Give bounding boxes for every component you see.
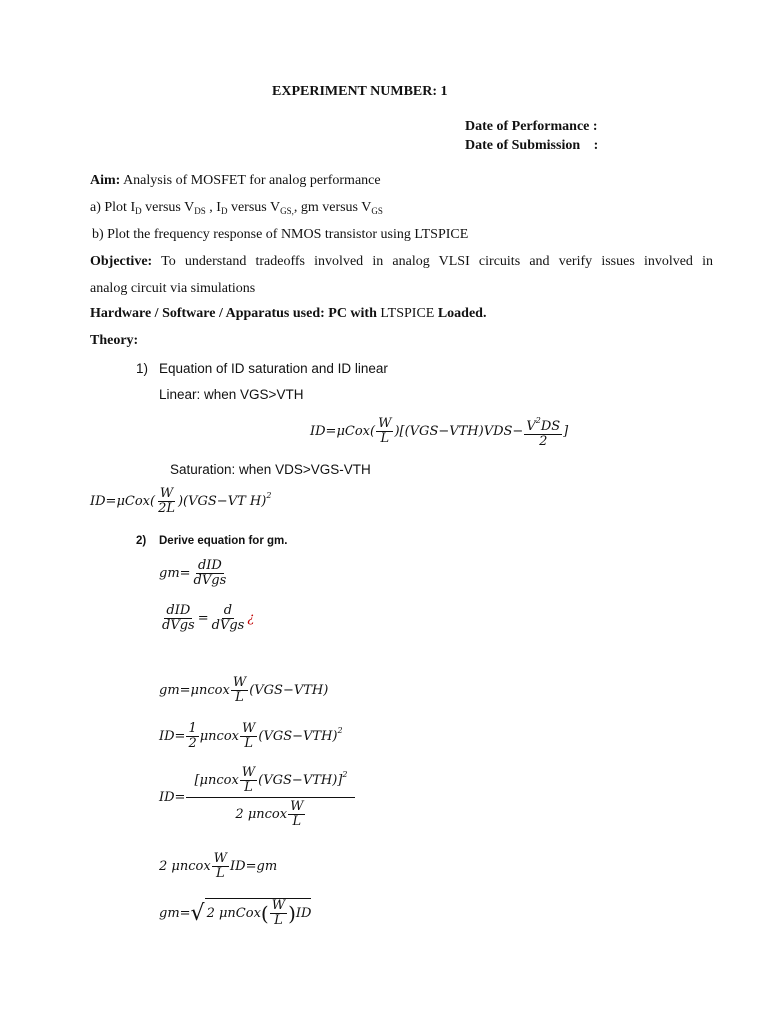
aim-a-sub-ds: DS [194, 206, 206, 216]
sat-lhs: ID=μCox( [90, 494, 156, 509]
id1-half-d: 2 [188, 736, 197, 751]
gm1-frac [192, 559, 229, 588]
id2-big-frac [186, 766, 355, 829]
date-of-submission-text: Date of Submission [465, 138, 581, 153]
theory-item-1-number: 1) [136, 361, 149, 376]
date-of-performance-label: Date of Performance : [465, 119, 598, 134]
sat-rest: )(VGS−VT H) [177, 494, 267, 509]
d2-den2: dVgs [211, 618, 245, 633]
id2-denominator [233, 798, 308, 829]
lin-den: 2 [539, 434, 548, 449]
sqrt-content [205, 898, 312, 928]
aim-a-versus2: versus V [230, 200, 281, 215]
lin-sq: 2 [535, 416, 541, 425]
derivative-equation [159, 604, 254, 633]
theory-item-2-text: Derive equation for gm. [159, 535, 288, 547]
gm2-w-over-l [231, 676, 248, 705]
id-equation-1 [159, 722, 343, 751]
gm-definition [159, 559, 229, 588]
gm1-lhs: gm= [159, 566, 191, 581]
hardware-ltspice: LTSPICE [380, 306, 435, 321]
id1-mid: μncox [199, 729, 239, 744]
objective-line-1 [90, 254, 713, 270]
id1-l: L [244, 736, 253, 751]
hardware-loaded: Loaded. [437, 306, 487, 321]
sat-w: W [159, 486, 174, 501]
d2-den1: dVgs [162, 618, 195, 633]
hardware-label: Hardware / Software / Apparatus used: PC with [90, 306, 377, 321]
d2-frac1 [160, 604, 197, 633]
d2-num2: d [223, 603, 233, 618]
aim-part-a [90, 200, 383, 216]
sat-sq: 2 [266, 491, 272, 500]
gm4-w: W [271, 898, 286, 913]
aim-part-b: b) Plot the frequency response of NMOS transistor using LTSPICE [92, 227, 469, 242]
d2-eq: = [197, 611, 209, 626]
gm4-paren-open: ( [260, 901, 269, 926]
gm4-b: ID [295, 906, 312, 921]
lin-ds: DS [540, 419, 561, 434]
gm4-paren-close: ) [288, 901, 296, 926]
objective-text-1: To understand tradeoffs involved in analog VLSI circuits and verify issues involved in [161, 254, 713, 269]
objective-line-2: analog circuit via simulations [90, 281, 256, 296]
lin-w-over-l [376, 417, 393, 446]
linear-equation [310, 414, 568, 449]
id2-num-sq: 2 [342, 770, 348, 779]
lin-l: L [380, 431, 390, 446]
sqrt-sign: √ [190, 901, 205, 926]
lin-mid: )[(VGS−VTH)VDS− [394, 424, 524, 439]
gm3-rest: ID=gm [230, 859, 278, 874]
aim-a-prefix: a) Plot I [90, 200, 136, 215]
gm4-a: 2 μnCox [206, 906, 261, 921]
gm3-l: L [216, 866, 225, 881]
gm-equation-3 [159, 852, 277, 881]
gm3-w: W [213, 851, 228, 866]
lin-v: V [526, 419, 536, 434]
aim-a-gm: , gm versus V [293, 200, 372, 215]
lin-vds-frac [524, 414, 562, 449]
id2-den-a: 2 μncox [235, 807, 288, 822]
aim-a-comma: , I [209, 200, 221, 215]
id2-lhs: ID= [159, 790, 186, 805]
id1-rest: (VGS−VTH) [258, 729, 338, 744]
id1-w-over-l [240, 722, 257, 751]
gm3-lhs: 2 μncox [159, 859, 211, 874]
id2-num-w-over-l [240, 766, 257, 795]
id1-half [186, 722, 198, 751]
theory-label: Theory: [90, 333, 139, 348]
lin-lhs: ID=μCox( [310, 424, 376, 439]
lin-w: W [378, 416, 392, 431]
gm-equation-2 [159, 676, 328, 705]
date-of-submission-label [465, 138, 598, 154]
gm1-num: dID [197, 558, 222, 573]
aim-a-sub-d1: D [135, 206, 142, 216]
id2-den-w: W [290, 799, 304, 814]
id2-num-a: [μncox [194, 773, 239, 788]
aim-text: Analysis of MOSFET for analog performance [123, 173, 381, 188]
gm2-rest: (VGS−VTH) [249, 683, 329, 698]
aim-a-sub-d2: D [220, 206, 228, 216]
id1-w: W [242, 721, 256, 736]
id2-num-l: L [244, 780, 253, 795]
sat-2l: 2L [158, 501, 175, 516]
theory-item-2-number: 2) [136, 535, 147, 547]
lin-end: ] [563, 424, 569, 439]
page-title: EXPERIMENT NUMBER: 1 [272, 84, 448, 99]
d2-frac2 [210, 604, 247, 633]
date-of-submission-colon: : [593, 138, 599, 153]
sat-w-over-2l [156, 487, 177, 516]
linear-condition: Linear: when VGS>VTH [159, 387, 304, 402]
id2-den-w-over-l [288, 800, 305, 829]
id1-half-n: 1 [188, 721, 197, 736]
gm2-l: L [235, 690, 244, 705]
aim-label: Aim: [90, 173, 121, 188]
id2-num-w: W [241, 765, 256, 780]
aim-line [90, 173, 381, 189]
gm2-lhs: gm=μncox [159, 683, 230, 698]
gm4-w-over-l [270, 899, 287, 928]
gm2-w: W [232, 675, 247, 690]
aim-a-versus1: versus V [145, 200, 195, 215]
id-equation-2 [159, 766, 356, 829]
aim-a-sub-gs1: GS, [280, 206, 294, 216]
gm4-l: L [274, 913, 283, 928]
saturation-equation [90, 487, 271, 516]
aim-a-sub-gs2: GS [371, 206, 383, 216]
id1-sq: 2 [337, 726, 343, 735]
id2-den-l: L [292, 814, 302, 829]
gm3-w-over-l [212, 852, 229, 881]
gm4-lhs: gm= [159, 906, 191, 921]
objective-label: Objective: [90, 254, 153, 269]
id2-num-b: (VGS−VTH)] [258, 773, 343, 788]
id2-numerator [186, 766, 355, 798]
saturation-condition: Saturation: when VDS>VGS-VTH [170, 462, 371, 477]
gm-equation-4 [159, 898, 311, 928]
lin-vds-num [524, 414, 562, 435]
id1-lhs: ID= [159, 729, 186, 744]
hardware-line [90, 306, 486, 322]
theory-item-1-text: Equation of ID saturation and ID linear [159, 361, 388, 376]
d2-red-mark: ¿ [247, 611, 255, 626]
d2-num1: dID [166, 603, 191, 618]
gm1-den: dVgs [193, 573, 227, 588]
